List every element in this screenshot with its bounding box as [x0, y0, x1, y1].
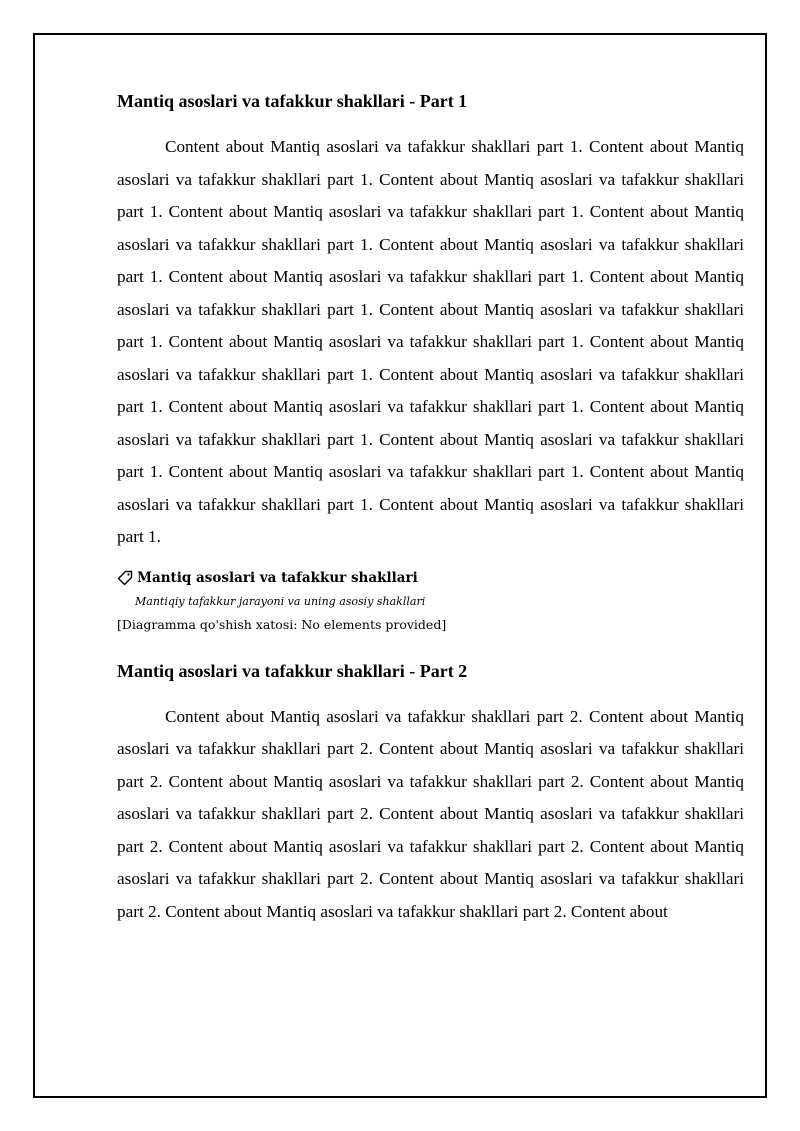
- section-paragraph-part-1: Content about Mantiq asoslari va tafakkur shakllari part 1. Content about Mantiq asoslari va tafakkur shakllari part 1. Content about Mantiq asoslari va tafakkur shakllari part 1. Content about Mantiq asoslari va tafakkur shakllari part 1. Content about Mantiq asoslari va tafakkur shakllari part 1. Content about Mantiq asoslari va tafakkur shakllari part 1. Content about Mantiq asoslari va tafakkur shakllari part 1. Content about Mantiq asoslari va tafakkur shakllari part 1. Content about Mantiq asoslari va tafakkur shakllari part 1. Content about Mantiq asoslari va tafakkur shakllari part 1. Content about Mantiq asoslari va tafakkur shakllari part 1. Content about Mantiq asoslari va tafakkur shakllari part 1. Content about Mantiq asoslari va tafakkur shakllari part 1. Content about Mantiq asoslari va tafakkur shakllari part 1. Content about Mantiq asoslari va tafakkur shakllari part 1. Content about Mantiq asoslari va tafakkur shakllari part 1. Content about Mantiq asoslari va tafakkur shakllari part 1. Content about Mantiq asoslari va tafakkur shakllari part 1.: [117, 137, 744, 546]
- section-paragraph-part-2: Content about Mantiq asoslari va tafakkur shakllari part 2. Content about Mantiq asoslari va tafakkur shakllari part 2. Content about Mantiq asoslari va tafakkur shakllari part 2. Content about Mantiq asoslari va tafakkur shakllari part 2. Content about Mantiq asoslari va tafakkur shakllari part 2. Content about Mantiq asoslari va tafakkur shakllari part 2. Content about Mantiq asoslari va tafakkur shakllari part 2. Content about Mantiq asoslari va tafakkur shakllari part 2. Content about Mantiq asoslari va tafakkur shakllari part 2. Content about Mantiq asoslari va tafakkur shakllari part 2. Content about: [117, 706, 744, 921]
- diagram-title-row: [117, 570, 744, 586]
- tag-icon: [117, 570, 133, 586]
- diagram-block: [117, 570, 744, 632]
- section-heading-part-2: Mantiq asoslari va tafakkur shakllari - Part 2: [117, 660, 468, 681]
- diagram-title: Mantiq asoslari va tafakkur shakllari: [137, 569, 418, 586]
- diagram-subtitle: Mantiqiy tafakkur jarayoni va uning asosiy shakllari: [135, 594, 426, 608]
- section-heading-part-1: Mantiq asoslari va tafakkur shakllari - Part 1: [117, 91, 468, 111]
- page-frame: [33, 33, 767, 1098]
- diagram-error-message: [Diagramma qo'shish xatosi: No elements provided]: [117, 616, 447, 632]
- document-body: [117, 91, 744, 928]
